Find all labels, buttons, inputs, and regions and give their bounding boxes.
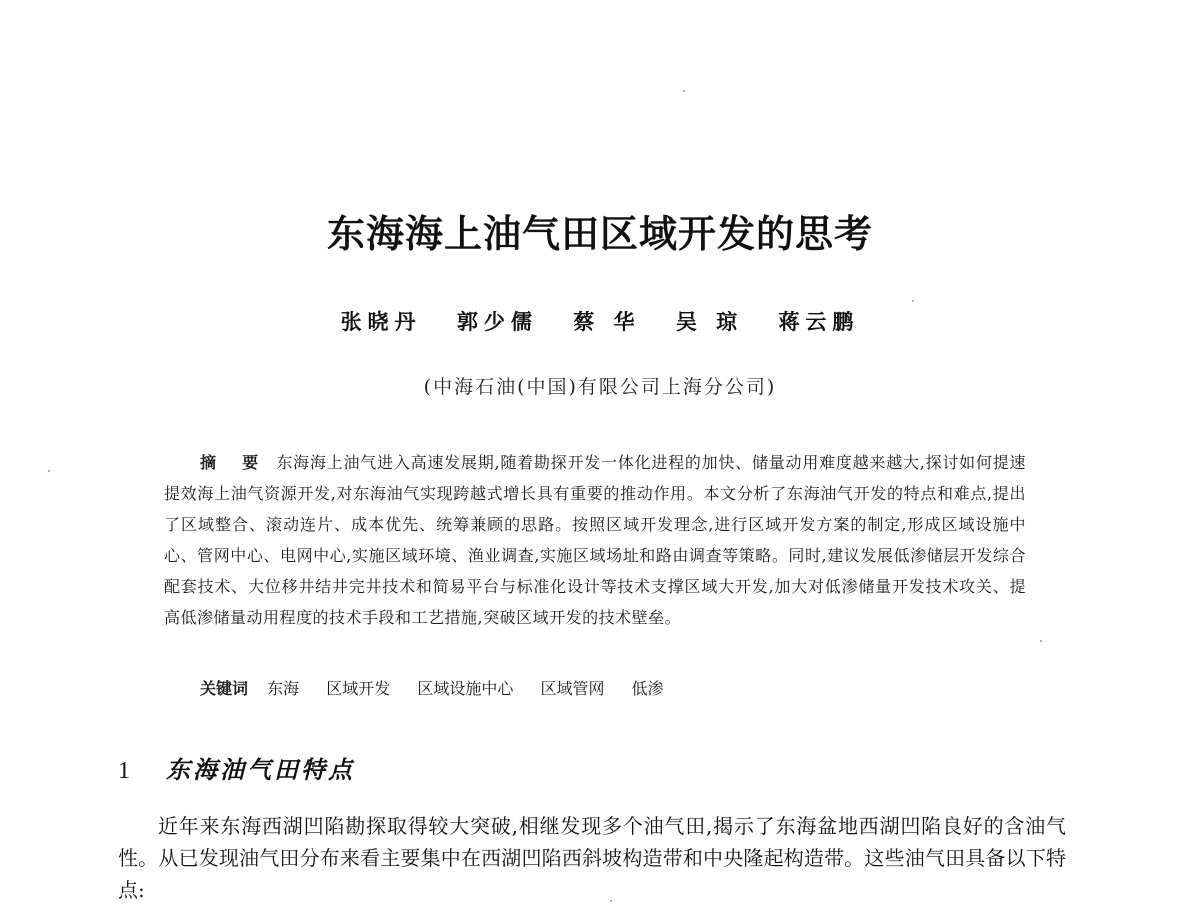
- author-name: 蔡 华: [573, 309, 641, 334]
- keyword: 低渗: [631, 679, 664, 698]
- keyword: 区域管网: [540, 679, 605, 698]
- author-name: 张晓丹: [340, 309, 422, 334]
- section-heading: [118, 750, 355, 785]
- author-name: 吴 琼: [675, 309, 744, 334]
- author-name: 郭少儒: [456, 309, 538, 334]
- keyword: 区域设施中心: [417, 679, 514, 698]
- keyword: 区域开发: [326, 679, 391, 698]
- affiliation: (中海石油(中国)有限公司上海分公司): [423, 376, 777, 398]
- keywords-label: 关键词: [200, 679, 249, 698]
- abstract-text: 东海海上油气进入高速发展期,随着勘探开发一体化进程的加快、储量动用难度越来越大,探讨如何提速提效海上油气资源开发,对东海油气实现跨越式增长具有重要的推动作用。本文分析了东海油气开发的特点和难点,提出了区域整合、滚动连片、成本优先、统筹兼顾的思路。按照区域开发理念,进行区域开发方案的制定,形成区域设施中心、管网中心、电网中心,实施区域环境、渔业调查,实施区域场址和路由调查等策略。同时,建议发展低渗储层开发综合配套技术、大位移井结井完井技术和简易平台与标准化设计等技术支撑区域大开发,加大对低渗储量开发技术攻关、提高低渗储量动用程度的技术手段和工艺措施,突破区域开发的技术壁垒。: [164, 453, 1026, 627]
- author-name: 蒋云鹏: [778, 309, 860, 334]
- author-list: [0, 306, 1200, 336]
- abstract-label: 摘 要: [200, 453, 269, 472]
- paper-title: 东海海上油气田区域开发的思考: [326, 212, 873, 256]
- section-title: 东海油气田特点: [166, 755, 355, 784]
- keywords: [200, 676, 686, 699]
- keyword: 东海: [267, 679, 300, 698]
- body-paragraph: 近年来东海西湖凹陷勘探取得较大突破,相继发现多个油气田,揭示了东海盆地西湖凹陷良好的含油气性。从已发现油气田分布来看主要集中在西湖凹陷西斜坡构造带和中央隆起构造带。这些油气田具备以下特点:: [118, 814, 1066, 902]
- section-number: 1: [118, 758, 130, 784]
- abstract: [164, 447, 1026, 633]
